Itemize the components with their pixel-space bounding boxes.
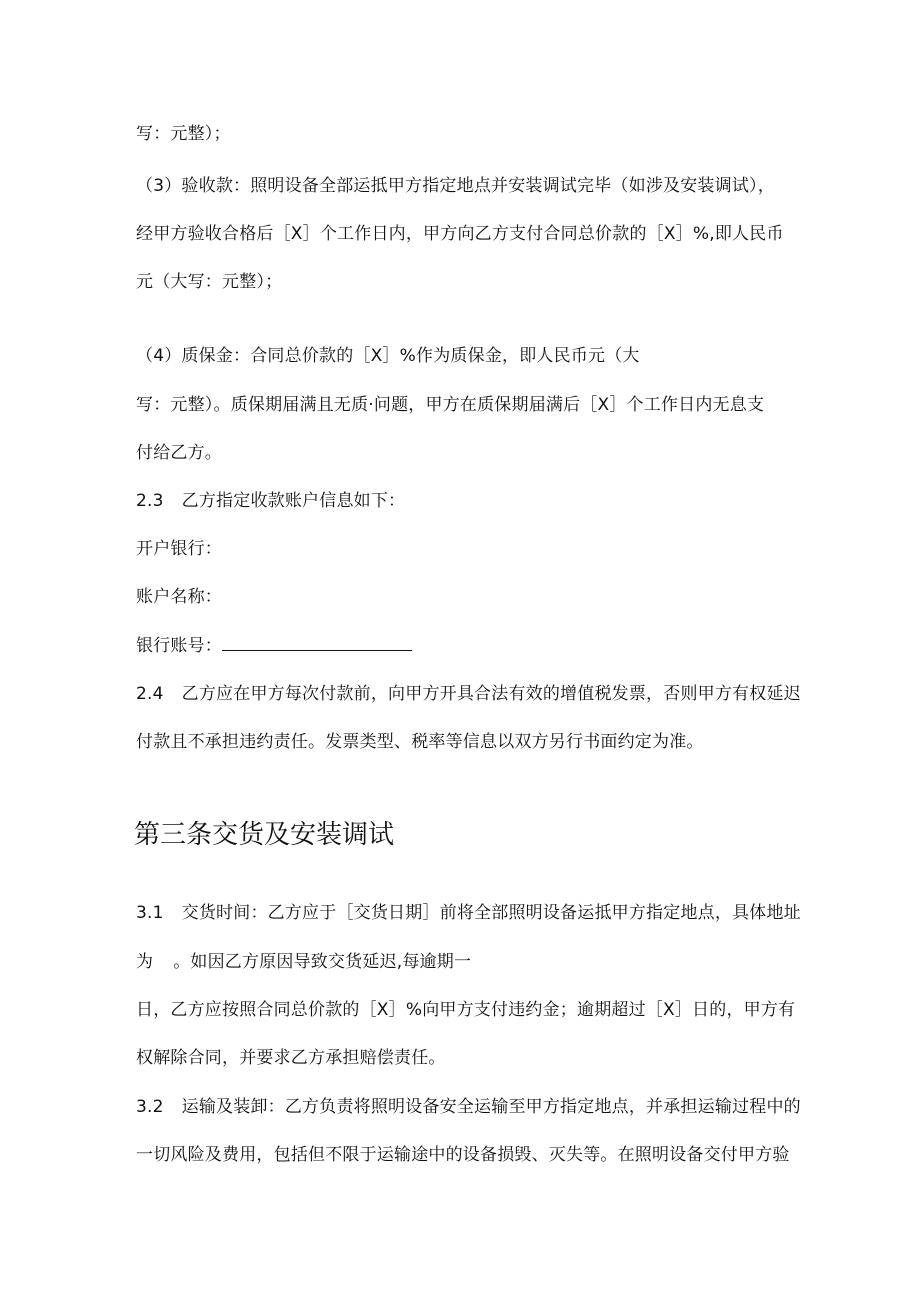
acceptance-payment-line: （3）验收款：照明设备全部运抵甲方指定地点并安装调试完毕（如涉及安装调试）， (136, 176, 775, 196)
clause-text: 乙方应在甲方每次付款前，向甲方开具合法有效的增值税发票，否则甲方有权延迟 (181, 684, 801, 704)
acceptance-payment-line: 经甲方验收合格后［X］个工作日内，甲方向乙方支付合同总价款的［X］%,即人民币 (136, 224, 784, 244)
payment-clause-line: 写：元整）； (136, 124, 231, 144)
clause-text: 运输及装卸：乙方负责将照明设备安全运输至甲方指定地点，并承担运输过程中的 (181, 1097, 801, 1117)
clause-number: 2.4 (136, 684, 164, 704)
account-number-label: 银行账号： (136, 636, 222, 656)
warranty-deposit-line: 写：元整）。质保期届满且无质·问题，甲方在质保期届满后［X］个工作日内无息支 (136, 395, 765, 415)
clause-text: 乙方指定收款账户信息如下： (181, 491, 406, 511)
clause-2-3 (136, 489, 405, 513)
clause-text: 。如因乙方原因导致交货延迟,每逾期一 (173, 952, 472, 972)
clause-3-2 (136, 1095, 801, 1119)
account-number-field (136, 633, 412, 658)
bank-name-field: 开户银行： (136, 539, 222, 559)
clause-number: 3.1 (136, 903, 164, 923)
account-name-field: 账户名称： (136, 587, 222, 607)
clause-2-4-line: 付款且不承担违约责任。发票类型、税率等信息以双方另行书面约定为准。 (136, 732, 704, 752)
acceptance-payment-line: 元（大写：元整）； (136, 272, 283, 292)
clause-number: 3.2 (136, 1097, 164, 1117)
clause-3-1-line: 日，乙方应按照合同总价款的［X］%向甲方支付违约金；逾期超过［X］日的，甲方有 (136, 1000, 796, 1020)
clause-3-1 (136, 901, 801, 925)
clause-2-4 (136, 682, 801, 706)
clause-3-2-line: 一切风险及费用，包括但不限于运输途中的设备损毁、灭失等。在照明设备交付甲方验 (136, 1145, 790, 1165)
clause-number: 2.3 (136, 491, 164, 511)
article-3-heading: 第三条交货及安装调试 (134, 820, 395, 850)
warranty-deposit-line: （4）质保金：合同总价款的［X］%作为质保金，即人民币元（大 (136, 346, 640, 366)
clause-text: 为 (136, 952, 154, 972)
account-number-blank (222, 633, 412, 651)
warranty-deposit-line: 付给乙方。 (136, 443, 222, 463)
clause-3-1-line: 权解除合同，并要求乙方承担赔偿责任。 (136, 1048, 446, 1068)
clause-3-1-line (136, 950, 471, 974)
clause-text: 交货时间：乙方应于［交货日期］前将全部照明设备运抵甲方指定地点，具体地址 (181, 903, 801, 923)
